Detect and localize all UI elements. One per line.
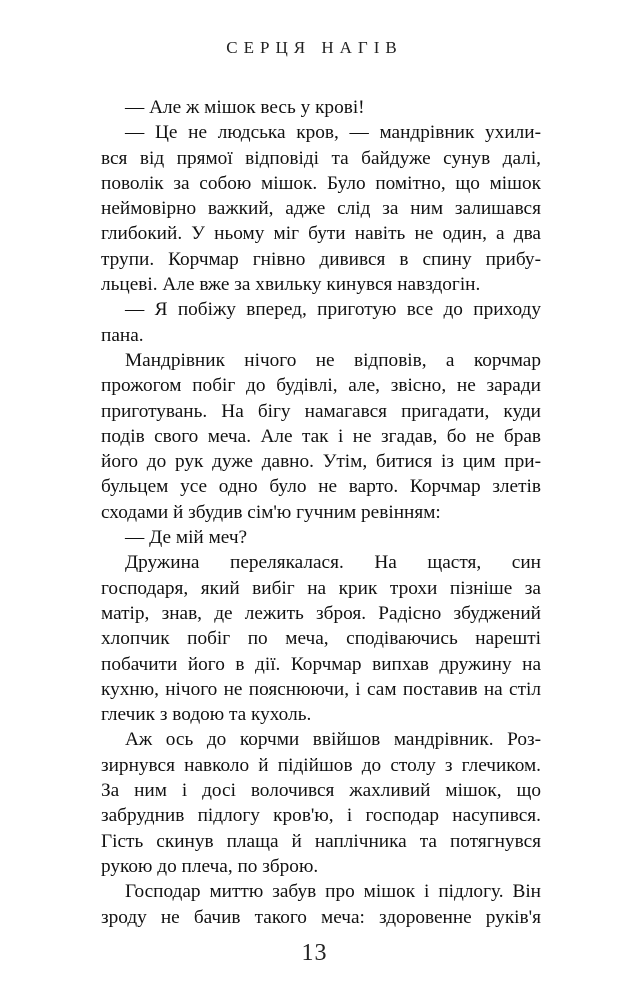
text-line: побачити його в дії. Корчмар випхав дружину на — [101, 653, 541, 675]
text-line: пана. — [101, 324, 144, 346]
text-line: вся від прямої відповіді та байдуже сунув далі, — [101, 147, 541, 169]
text-line: — Я побіжу вперед, приготую все до приходу — [125, 299, 541, 321]
text-line: Аж ось до корчми ввійшов мандрівник. Роз- — [125, 729, 541, 751]
text-line: зирнувся навколо й підійшов до столу з глечиком. — [101, 754, 541, 776]
running-title: СЕРЦЯ НАГІВ — [226, 38, 403, 57]
text-line: неймовірно важкий, адже слід за ним залишався — [101, 198, 541, 220]
text-line: За ним і досі волочився жахливий мішок, що — [101, 780, 541, 802]
text-line: подів свого меча. Але так і не згадав, бо не брав — [101, 425, 541, 447]
text-line: Мандрівник нічого не відповів, а корчмар — [125, 349, 541, 371]
text-line: забруднив підлогу кров'ю, і господар насупився. — [101, 805, 541, 827]
text-line: трупи. Корчмар гнівно дивився в спину прибу- — [101, 248, 541, 270]
text-line: — Це не людська кров, — мандрівник ухили- — [125, 122, 541, 144]
text-line: рукою до плеча, по зброю. — [101, 855, 319, 877]
text-line: сходами й збудив сім'ю гучним ревінням: — [101, 501, 441, 523]
text-line: Господар миттю забув про мішок і підлогу. Він — [125, 881, 541, 903]
text-line: хлопчик побіг по меча, сподіваючись нарешті — [101, 628, 541, 650]
text-line: зроду не бачив такого меча: здоровенне руків'я — [101, 906, 541, 928]
text-line: льцеві. Але вже за хвильку кинувся навздогін. — [101, 274, 481, 296]
text-line: приготувань. На бігу намагався пригадати, куди — [101, 400, 541, 422]
text-line: — Де мій меч? — [125, 527, 248, 549]
text-line: поволік за собою мішок. Було помітно, що мішок — [101, 172, 541, 194]
text-line: матір, знав, де лежить зброя. Радісно збуджений — [101, 602, 541, 624]
page-number: 13 — [301, 940, 328, 966]
text-line: господаря, який вибіг на крик трохи пізніше за — [101, 577, 541, 599]
text-line: глибокий. У ньому міг бути навіть не один, а два — [101, 223, 541, 245]
text-line: його до рук дуже давно. Утім, битися із цим при- — [101, 451, 541, 473]
text-line: Дружина перелякалася. На щастя, син — [125, 552, 541, 574]
text-line: кухню, нічого не пояснюючи, і сам поставив на стіл — [101, 678, 541, 700]
body-text — [101, 95, 541, 930]
text-line: прожогом побіг до будівлі, але, звісно, не заради — [101, 375, 541, 397]
text-line: глечик з водою та кухоль. — [101, 704, 312, 726]
text-line: бульцем усе одно було не варто. Корчмар злетів — [101, 476, 541, 498]
text-line: — Але ж мішок весь у крові! — [125, 97, 365, 118]
text-line: Гість скинув плаща й наплічника та потягнувся — [101, 830, 541, 852]
